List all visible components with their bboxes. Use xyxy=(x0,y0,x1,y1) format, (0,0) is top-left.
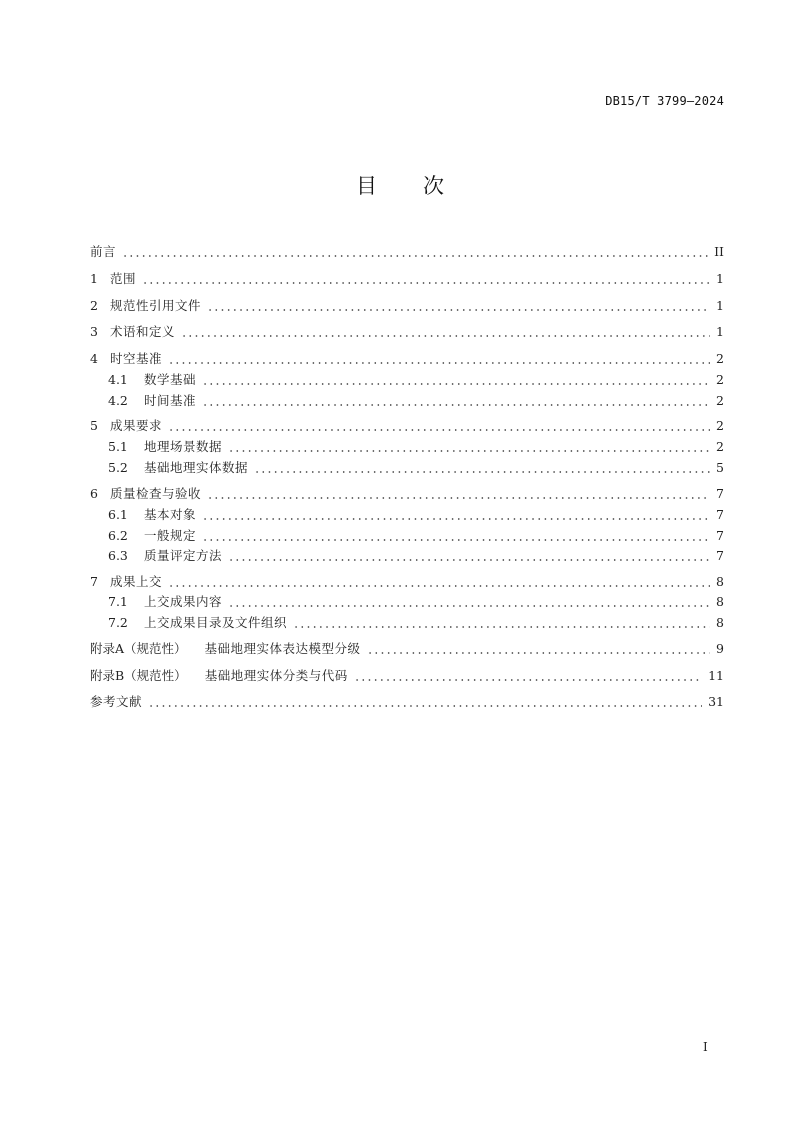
toc-entry-number: 6.3 xyxy=(108,548,128,563)
toc-entry-7-2[interactable] xyxy=(108,614,724,632)
toc-entry-4[interactable] xyxy=(90,350,724,368)
toc-entry-6-3[interactable] xyxy=(108,547,724,565)
toc-entry-page: II xyxy=(714,244,724,259)
toc-entry-number: 6.1 xyxy=(108,507,128,522)
toc-entry-label: 上交成果目录及文件组织 xyxy=(144,615,288,630)
toc-entry-label: 数学基础 xyxy=(144,372,197,387)
toc-leader-dots xyxy=(148,693,702,711)
toc-entry-1[interactable] xyxy=(90,270,724,288)
toc-entry-page: 7 xyxy=(716,528,724,543)
toc-entry-number: 2 xyxy=(90,298,98,313)
toc-entry-page: 8 xyxy=(716,574,724,589)
toc-entry-label: 基础地理实体分类与代码 xyxy=(204,668,348,683)
toc-entry-label: 基础地理实体数据 xyxy=(144,460,249,475)
toc-leader-dots xyxy=(202,392,710,410)
toc-entry-2[interactable] xyxy=(90,297,724,315)
toc-entry-page: 8 xyxy=(716,594,724,609)
toc-entry-page: 2 xyxy=(716,372,724,387)
page-number: I xyxy=(703,1040,708,1054)
toc-leader-dots xyxy=(168,350,710,368)
toc-entry-page: 2 xyxy=(716,351,724,366)
toc-entry-page: 2 xyxy=(716,418,724,433)
toc-entry-number: 7 xyxy=(90,574,98,589)
toc-entry-number: 5.1 xyxy=(108,439,128,454)
toc-entry-page: 7 xyxy=(716,486,724,501)
toc-entry-number: 附录A（规范性） xyxy=(90,641,187,656)
toc-entry-label: 基础地理实体表达模型分级 xyxy=(204,641,361,656)
toc-leader-dots xyxy=(168,417,710,435)
toc-entry-number: 6.2 xyxy=(108,528,128,543)
toc-leader-dots xyxy=(228,593,710,611)
toc-entry-label: 质量检查与验收 xyxy=(110,486,202,501)
toc-entry-5-1[interactable] xyxy=(108,438,724,456)
toc-entry-appendix-a[interactable] xyxy=(90,640,724,658)
toc-leader-dots xyxy=(168,573,710,591)
toc-entry-number: 4.2 xyxy=(108,393,128,408)
toc-entry-4-1[interactable] xyxy=(108,371,724,389)
toc-entry-label: 一般规定 xyxy=(144,528,197,543)
toc-entry-foreword[interactable] xyxy=(90,243,724,261)
toc-entry-label: 规范性引用文件 xyxy=(110,298,202,313)
toc-leader-dots xyxy=(202,506,710,524)
toc-entry-references[interactable] xyxy=(90,693,724,711)
toc-leader-dots xyxy=(207,485,710,503)
toc-entry-page: 1 xyxy=(716,271,724,286)
toc-entry-6-2[interactable] xyxy=(108,527,724,545)
toc-entry-number: 4 xyxy=(90,351,98,366)
toc-entry-number: 1 xyxy=(90,271,98,286)
toc-entry-label: 质量评定方法 xyxy=(144,548,223,563)
toc-entry-number: 7.2 xyxy=(108,615,128,630)
toc-entry-page: 2 xyxy=(716,393,724,408)
toc-entry-appendix-b[interactable] xyxy=(90,667,724,685)
toc-entry-label: 术语和定义 xyxy=(110,324,176,339)
toc-entry-7[interactable] xyxy=(90,573,724,591)
toc-entry-6-1[interactable] xyxy=(108,506,724,524)
toc-entry-page: 31 xyxy=(708,694,724,709)
toc-leader-dots xyxy=(207,297,710,315)
toc-leader-dots xyxy=(181,323,710,341)
toc-entry-label: 成果上交 xyxy=(110,574,163,589)
toc-entry-page: 1 xyxy=(716,324,724,339)
toc-leader-dots xyxy=(354,667,702,685)
toc-entry-7-1[interactable] xyxy=(108,593,724,611)
toc-entry-label: 参考文献 xyxy=(90,694,143,709)
toc-leader-dots xyxy=(228,547,710,565)
toc-entry-5[interactable] xyxy=(90,417,724,435)
standard-code: DB15/T 3799—2024 xyxy=(605,94,724,108)
toc-entry-number: 3 xyxy=(90,324,98,339)
toc-entry-3[interactable] xyxy=(90,323,724,341)
toc-entry-label: 成果要求 xyxy=(110,418,163,433)
page-title-char-1: 目 xyxy=(356,174,377,198)
toc-entry-number: 5 xyxy=(90,418,98,433)
toc-entry-page: 5 xyxy=(716,460,724,475)
toc-leader-dots xyxy=(142,270,710,288)
toc-entry-number: 附录B（规范性） xyxy=(90,668,187,683)
toc-entry-page: 9 xyxy=(716,641,724,656)
toc-entry-6[interactable] xyxy=(90,485,724,503)
toc-leader-dots xyxy=(202,527,710,545)
toc-entry-label: 范围 xyxy=(110,271,137,286)
toc-leader-dots xyxy=(367,640,710,658)
toc-entry-4-2[interactable] xyxy=(108,392,724,410)
toc-leader-dots xyxy=(122,243,708,261)
toc-entry-number: 6 xyxy=(90,486,98,501)
page-title xyxy=(0,170,800,200)
toc-entry-number: 5.2 xyxy=(108,460,128,475)
toc-entry-number: 4.1 xyxy=(108,372,128,387)
toc-entry-page: 7 xyxy=(716,548,724,563)
toc-entry-page: 8 xyxy=(716,615,724,630)
toc-leader-dots xyxy=(202,371,710,389)
toc-leader-dots xyxy=(293,614,710,632)
toc-leader-dots xyxy=(228,438,710,456)
toc-entry-label: 基本对象 xyxy=(144,507,197,522)
toc-entry-page: 11 xyxy=(708,668,724,683)
toc-entry-page: 1 xyxy=(716,298,724,313)
toc-entry-5-2[interactable] xyxy=(108,459,724,477)
toc-entry-label: 时空基准 xyxy=(110,351,163,366)
toc-entry-label: 时间基准 xyxy=(144,393,197,408)
toc-entry-label: 前言 xyxy=(90,244,117,259)
toc-entry-page: 7 xyxy=(716,507,724,522)
toc-entry-label: 上交成果内容 xyxy=(144,594,223,609)
toc-entry-page: 2 xyxy=(716,439,724,454)
toc-entry-label: 地理场景数据 xyxy=(144,439,223,454)
toc-leader-dots xyxy=(254,459,710,477)
toc-entry-number: 7.1 xyxy=(108,594,128,609)
page-title-char-2: 次 xyxy=(423,174,444,198)
